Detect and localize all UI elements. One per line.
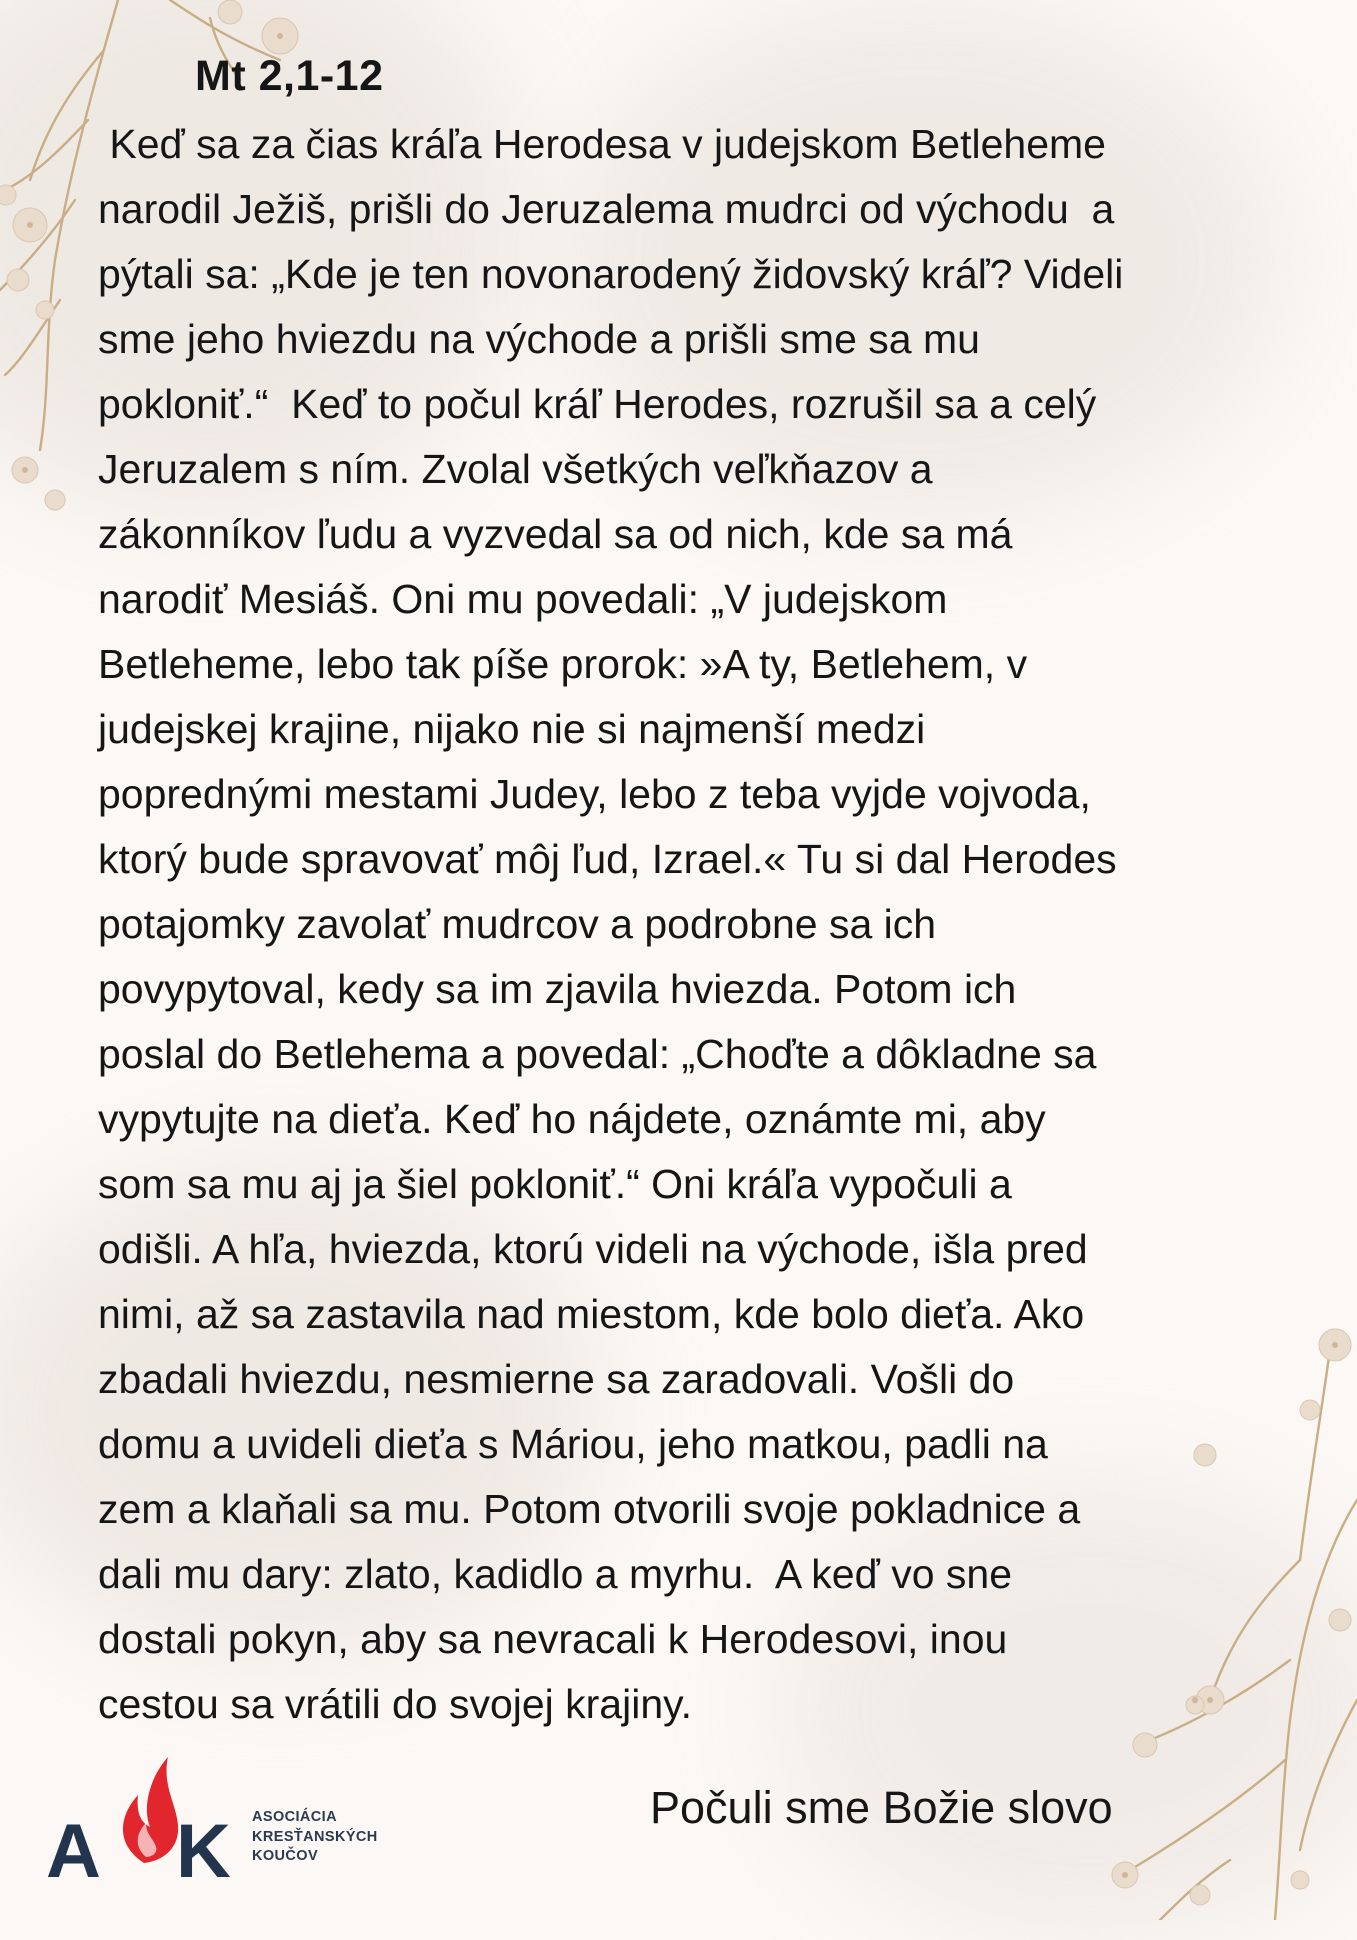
reading-line: pýtali sa: „Kde je ten novonarodený židovský kráľ? Videli	[98, 251, 1124, 297]
reading-line: sme jeho hviezdu na východe a prišli sme sa mu	[98, 316, 980, 362]
reading-line: zbadali hviezdu, nesmierne sa zaradovali. Vošli do	[98, 1356, 1015, 1402]
reading-line: vypytujte na dieťa. Keď ho nájdete, oznámte mi, aby	[98, 1096, 1046, 1142]
reading-line: Jeruzalem s ním. Zvolal všetkých veľkňazov a	[98, 446, 933, 492]
reading-line: cestou sa vrátili do svojej krajiny.	[98, 1681, 692, 1727]
org-line: ASOCIÁCIA	[252, 1809, 337, 1825]
reading-line: poslal do Betlehema a povedal: „Choďte a dôkladne sa	[98, 1031, 1097, 1077]
closing-acclamation: Počuli sme Božie slovo	[650, 1782, 1113, 1833]
reading-line: narodiť Mesiáš. Oni mu povedali: „V judejskom	[98, 576, 948, 622]
organization-name	[252, 1808, 378, 1867]
akk-logo	[46, 1745, 246, 1885]
reading-line: zem a klaňali sa mu. Potom otvorili svoje pokladnice a	[98, 1486, 1081, 1532]
reading-line: nimi, až sa zastavila nad miestom, kde bolo dieťa. Ako	[98, 1291, 1085, 1337]
reading-line: pokloniť.“ Keď to počul kráľ Herodes, rozrušil sa a celý	[98, 381, 1097, 427]
gospel-reading-text	[98, 112, 1273, 1737]
reading-line: narodil Ježiš, prišli do Jeruzalema mudrci od východu a	[98, 186, 1115, 232]
reading-line: Betleheme, lebo tak píše prorok: »A ty, Betlehem, v	[98, 641, 1028, 687]
reading-line: odišli. A hľa, hviezda, ktorú videli na východe, išla pred	[98, 1226, 1088, 1272]
logo-letter-k: K	[176, 1809, 231, 1885]
org-line: KOUČOV	[252, 1848, 319, 1864]
reading-line: povypytoval, kedy sa im zjavila hviezda. Potom ich	[98, 966, 1017, 1012]
reading-line: Keď sa za čias kráľa Herodesa v judejskom Betleheme	[98, 121, 1106, 167]
reading-line: potajomky zavolať mudrcov a podrobne sa ich	[98, 901, 937, 947]
reading-line: judejskej krajine, nijako nie si najmenší medzi	[98, 706, 926, 752]
reading-line: dostali pokyn, aby sa nevracali k Herodesovi, inou	[98, 1616, 1008, 1662]
reading-line: ktorý bude spravovať môj ľud, Izrael.« Tu si dal Herodes	[98, 836, 1117, 882]
reading-line: som sa mu aj ja šiel pokloniť.“ Oni kráľa vypočuli a	[98, 1161, 1012, 1207]
org-line: KRESŤANSKÝCH	[252, 1828, 378, 1845]
logo-letter-a: A	[46, 1809, 101, 1885]
reading-line: domu a uvideli dieťa s Máriou, jeho matkou, padli na	[98, 1421, 1048, 1467]
reading-line: dali mu dary: zlato, kadidlo a myrhu. A keď vo sne	[98, 1551, 1012, 1597]
reading-line: zákonníkov ľudu a vyzvedal sa od nich, kde sa má	[98, 511, 1013, 557]
reading-line: poprednými mestami Judey, lebo z teba vyjde vojvoda,	[98, 771, 1091, 817]
gospel-reference: Mt 2,1-12	[195, 52, 384, 100]
